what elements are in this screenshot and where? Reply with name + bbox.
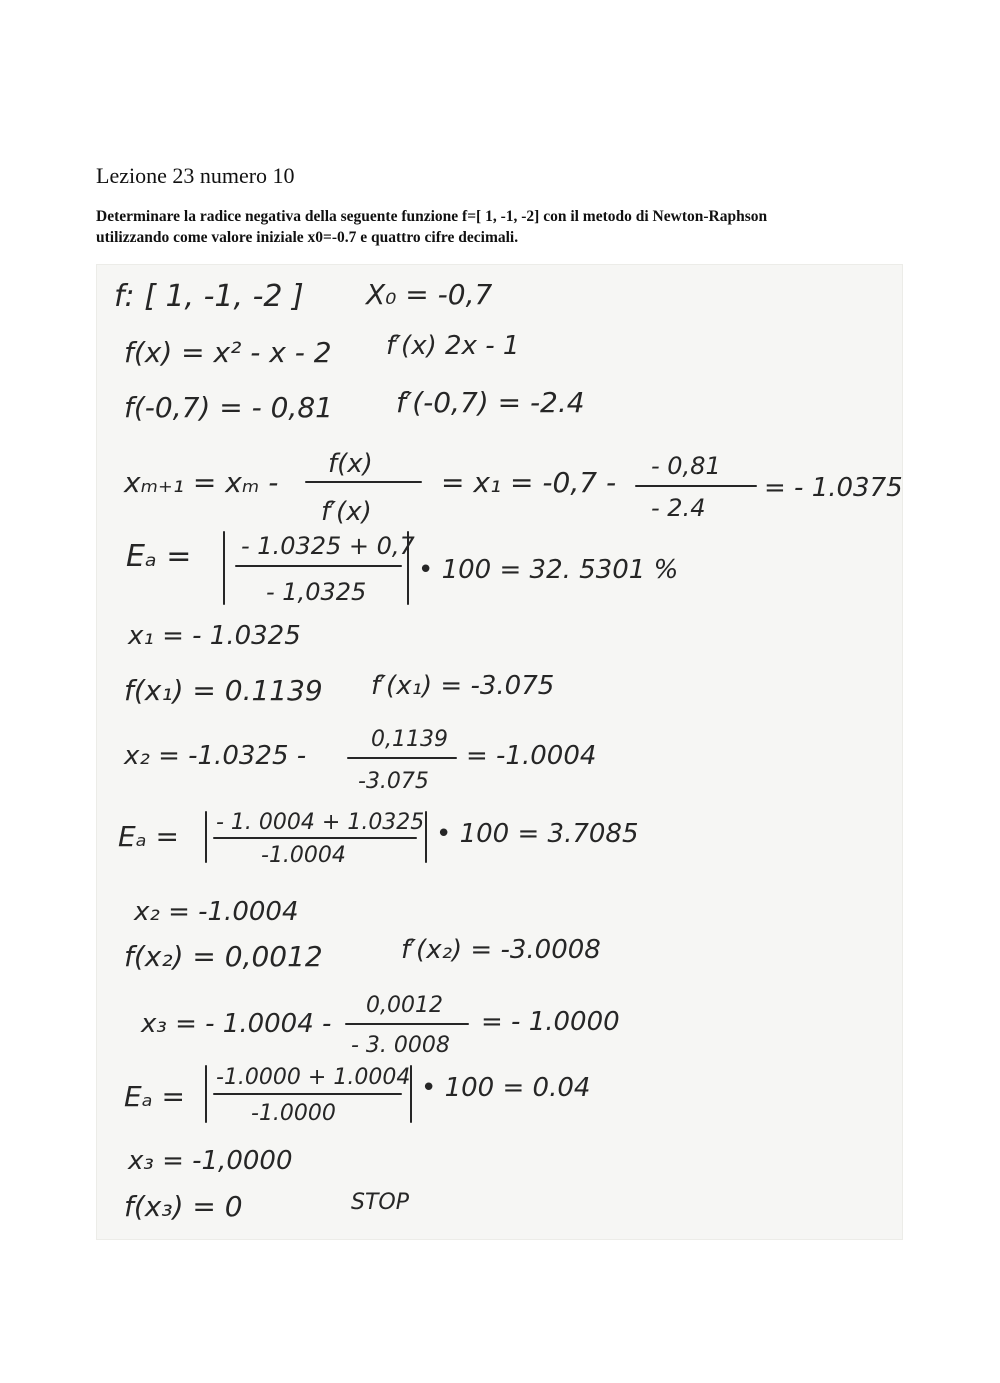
- hw-df-at-x0: f′(-0,7) = -2.4: [396, 386, 585, 419]
- hw-ea2-result: • 100 = 3.7085: [436, 819, 639, 849]
- hw-initial-value: X₀ = -0,7: [366, 278, 493, 311]
- hw-derivative-def: f′(x) 2x - 1: [386, 331, 520, 361]
- hw-x2-lhs: x₂ = -1.0325 -: [124, 741, 307, 771]
- hw-f-x1: f(x₁) = 0.1139: [124, 674, 323, 707]
- hw-x3-result: = - 1.0000: [481, 1007, 620, 1037]
- hw-ea3-result: • 100 = 0.04: [421, 1073, 591, 1103]
- handwritten-solution-scan: [96, 264, 903, 1240]
- hw-df-x2: f′(x₂) = -3.0008: [401, 935, 601, 965]
- hw-x3-denominator: - 3. 0008: [351, 1033, 450, 1058]
- problem-line-2: utilizzando come valore iniziale x0=-0.7 e quattro cifre decimali.: [96, 229, 519, 246]
- hw-x1-value: x₁ = - 1.0325: [128, 621, 301, 651]
- hw-x3-value: x₃ = -1,0000: [128, 1146, 293, 1176]
- problem-line-1: Determinare la radice negativa della seguente funzione f=[ 1, -1, -2] con il metodo di Newton-Raphson: [96, 208, 768, 225]
- hw-newton-lhs: xₘ₊₁ = xₘ -: [124, 466, 279, 499]
- page-title: Lezione 23 numero 10: [96, 163, 295, 188]
- hw-ea3-numerator: -1.0000 + 1.0004: [216, 1065, 411, 1090]
- hw-ea1-lhs: Eₐ =: [126, 539, 192, 574]
- hw-function-def: f(x) = x² - x - 2: [124, 336, 332, 369]
- handwritten-notes: [96, 264, 903, 1240]
- hw-ea2-numerator: - 1. 0004 + 1.0325: [216, 810, 425, 835]
- hw-ea2-denominator: -1.0004: [261, 843, 346, 868]
- hw-x3-lhs: x₃ = - 1.0004 -: [141, 1009, 332, 1039]
- hw-newton-denominator: f′(x): [321, 497, 372, 527]
- hw-f-x3: f(x₃) = 0: [124, 1190, 243, 1223]
- hw-x1-result: = - 1.0375: [764, 473, 903, 503]
- hw-x2-denominator: -3.075: [358, 769, 429, 794]
- hw-ea3-denominator: -1.0000: [251, 1101, 336, 1126]
- hw-x1-denominator: - 2.4: [651, 494, 706, 522]
- hw-x2-result: = -1.0004: [466, 741, 597, 771]
- hw-f-at-x0: f(-0,7) = - 0,81: [124, 391, 333, 424]
- hw-df-x1: f′(x₁) = -3.075: [371, 671, 555, 701]
- hw-ea3-lhs: Eₐ =: [124, 1080, 186, 1113]
- hw-ea1-numerator: - 1.0325 + 0,7: [241, 532, 415, 560]
- hw-x3-numerator: 0,0012: [366, 993, 443, 1018]
- hw-x1-expr: = x₁ = -0,7 -: [441, 466, 617, 499]
- hw-f-x2: f(x₂) = 0,0012: [124, 940, 323, 973]
- hw-ea1-result: • 100 = 32. 5301 %: [418, 555, 679, 585]
- hw-stop-note: STOP: [351, 1190, 409, 1215]
- hw-function-coeffs: f: [ 1, -1, -2 ]: [114, 279, 304, 314]
- hw-x1-numerator: - 0,81: [651, 452, 721, 480]
- hw-ea2-lhs: Eₐ =: [118, 820, 180, 853]
- hw-x2-value: x₂ = -1.0004: [134, 897, 299, 927]
- problem-statement: [96, 206, 908, 248]
- hw-ea1-denominator: - 1,0325: [266, 578, 367, 606]
- hw-x2-numerator: 0,1139: [371, 727, 448, 752]
- hw-newton-numerator: f(x): [328, 449, 373, 479]
